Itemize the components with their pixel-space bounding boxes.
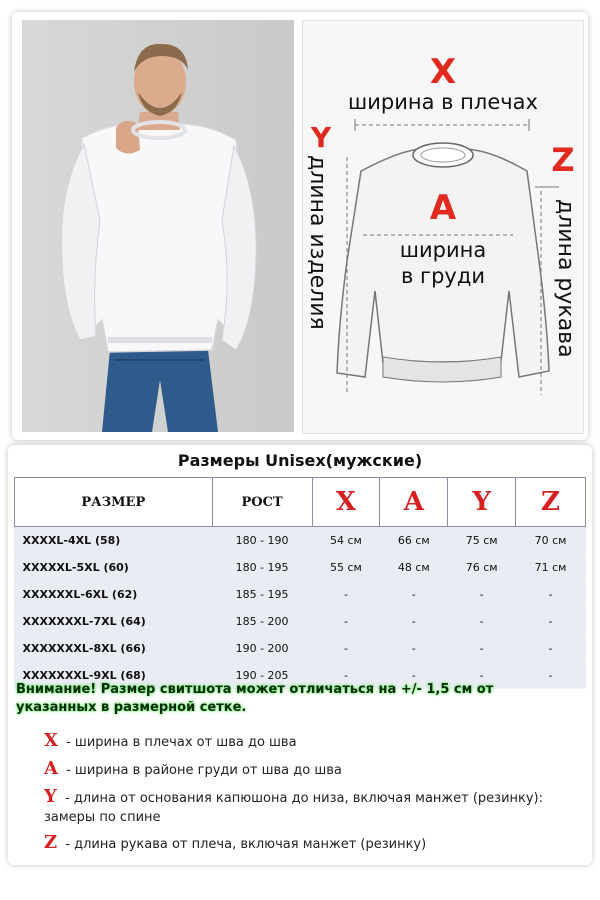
- table-row: [15, 527, 586, 554]
- legend-item-z: [44, 833, 564, 854]
- cell-z: -: [516, 608, 586, 635]
- legend-text-z: - длина рукава от плеча, включая манжет (резинку): [61, 837, 427, 852]
- legend-letter-z: Z: [44, 832, 58, 853]
- cell-x: -: [312, 581, 380, 608]
- cell-y: -: [448, 662, 516, 689]
- header-a: A: [380, 478, 448, 527]
- cell-a: -: [380, 608, 448, 635]
- legend-letter-a: A: [44, 758, 58, 779]
- cell-size: XXXXXXL-6XL (62): [15, 581, 213, 608]
- cell-height: 180 - 195: [212, 554, 312, 581]
- a-label-line2: в груди: [400, 264, 486, 288]
- legend-text-a: - ширина в районе груди от шва до шва: [61, 763, 342, 778]
- cell-y: 76 см: [448, 554, 516, 581]
- cell-x: -: [312, 662, 380, 689]
- cell-z: 70 см: [516, 527, 586, 554]
- cell-height: 180 - 190: [212, 527, 312, 554]
- size-chart-card: [8, 445, 592, 865]
- cell-z: -: [516, 635, 586, 662]
- cell-y: -: [448, 581, 516, 608]
- cell-height: 190 - 205: [212, 662, 312, 689]
- cell-x: -: [312, 635, 380, 662]
- cell-size: XXXXXXXL-8XL (66): [15, 635, 213, 662]
- cell-height: 185 - 195: [212, 581, 312, 608]
- cell-size: XXXXL-4XL (58): [15, 527, 213, 554]
- header-x: X: [312, 478, 380, 527]
- cell-a: -: [380, 635, 448, 662]
- y-label: длина изделия: [305, 155, 330, 330]
- cell-x: 55 см: [312, 554, 380, 581]
- a-label-line1: ширина: [399, 238, 487, 262]
- cell-height: 190 - 200: [212, 635, 312, 662]
- cell-a: 48 см: [380, 554, 448, 581]
- table-header-row: [15, 478, 586, 527]
- product-image-card: [12, 12, 588, 440]
- size-chart-title: Размеры Unisex(мужские): [177, 451, 423, 470]
- cell-z: -: [516, 662, 586, 689]
- y-letter: Y: [310, 121, 332, 154]
- cell-height: 185 - 200: [212, 608, 312, 635]
- cell-x: -: [312, 608, 380, 635]
- cell-y: 75 см: [448, 527, 516, 554]
- cell-size: XXXXXL-5XL (60): [15, 554, 213, 581]
- a-letter: A: [429, 188, 457, 228]
- cell-y: -: [448, 635, 516, 662]
- x-letter: X: [429, 52, 457, 92]
- legend-item-x: [44, 731, 564, 752]
- cell-a: -: [380, 581, 448, 608]
- cell-size: XXXXXXXL-7XL (64): [15, 608, 213, 635]
- legend-letter-y: Y: [44, 786, 57, 807]
- sweatshirt-diagram: [303, 21, 583, 433]
- table-row: [15, 635, 586, 662]
- table-row: [15, 608, 586, 635]
- header-z: Z: [516, 478, 586, 527]
- cell-a: -: [380, 662, 448, 689]
- warning-note: Внимание! Размер свитшота может отличаться на +/- 1,5 см от указанных в размерной сетке.: [16, 682, 494, 715]
- model-illustration: [22, 20, 294, 432]
- header-height: РОСТ: [212, 478, 312, 527]
- size-table: [14, 477, 586, 689]
- header-y: Y: [448, 478, 516, 527]
- measurement-diagram: [302, 20, 584, 434]
- cell-z: -: [516, 581, 586, 608]
- cell-y: -: [448, 608, 516, 635]
- model-photo: [22, 20, 294, 432]
- legend-text-x: - ширина в плечах от шва до шва: [61, 735, 297, 750]
- legend-item-a: [44, 759, 564, 780]
- table-row: [15, 554, 586, 581]
- cell-size: XXXXXXXL-9XL (68): [15, 662, 213, 689]
- cell-x: 54 см: [312, 527, 380, 554]
- header-size: РАЗМЕР: [15, 478, 213, 527]
- legend-letter-x: X: [44, 730, 58, 751]
- z-letter: Z: [551, 141, 575, 179]
- cell-a: 66 см: [380, 527, 448, 554]
- x-label: ширина в плечах: [348, 90, 538, 114]
- table-row: [15, 581, 586, 608]
- legend-item-y: [44, 787, 564, 827]
- z-label: длина рукава: [553, 199, 578, 358]
- legend-text-y: - длина от основания капюшона до низа, включая манжет (резинку): замеры по спине: [44, 791, 544, 825]
- cell-z: 71 см: [516, 554, 586, 581]
